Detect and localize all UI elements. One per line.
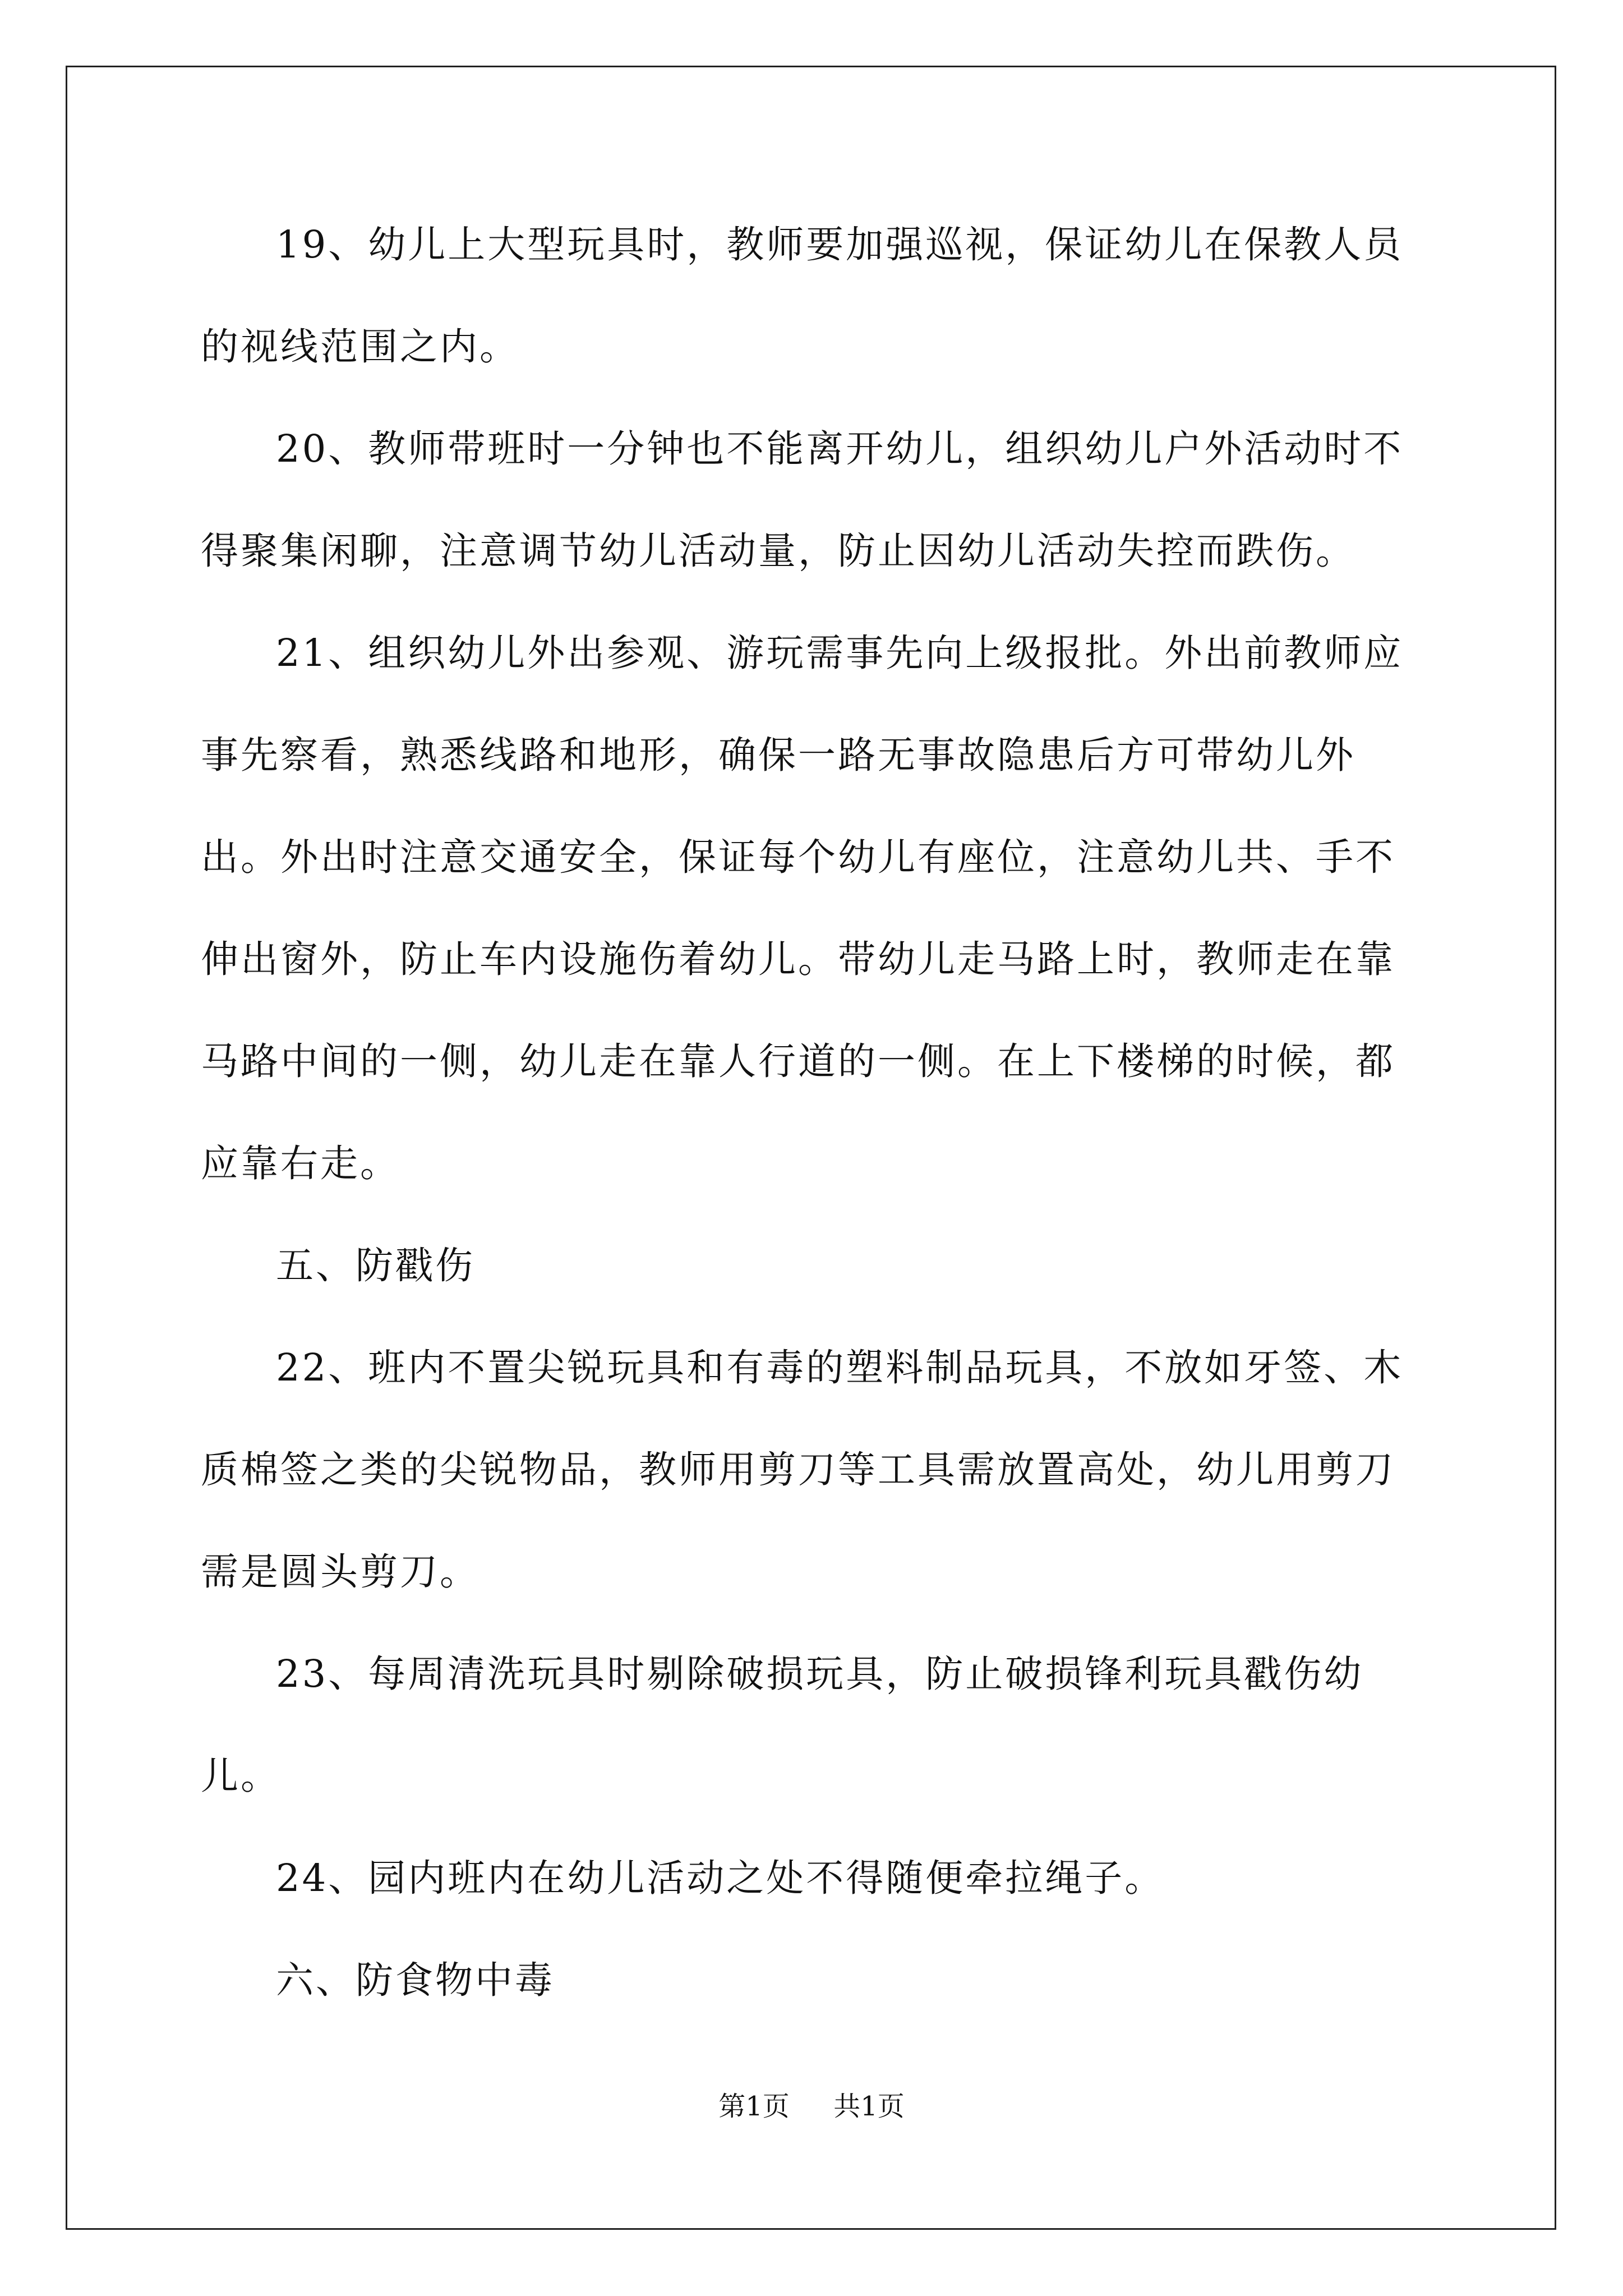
paragraph-21: 21、组织幼儿外出参观、游玩需事先向上级报批。外出前教师应事先察看，熟悉线路和地形，确保一路无事故隐患后方可带幼儿外出。外出时注意交通安全，保证每个幼儿有座位，注意幼儿共、手不伸出窗外，防止车内设施伤着幼儿。带幼儿走马路上时，教师走在靠马路中间的一侧，幼儿走在靠人行道的一侧。在上下楼梯的时候，都应靠右走。 bbox=[201, 631, 1404, 1185]
section-heading-food-poisoning: 六、防食物中毒 bbox=[276, 1958, 555, 2002]
paragraph-19: 19、幼儿上大型玩具时，教师要加强巡视，保证幼儿在保教人员的视线范围之内。 bbox=[201, 223, 1404, 369]
paragraph-22: 22、班内不置尖锐玩具和有毒的塑料制品玩具，不放如牙签、木质棉签之类的尖锐物品，教师用剪刀等工具需放置高处，幼儿用剪刀需是圆头剪刀。 bbox=[201, 1346, 1404, 1594]
paragraph-23: 23、每周清洗玩具时剔除破损玩具，防止破损锋利玩具戳伤幼儿。 bbox=[201, 1652, 1364, 1798]
page-number: 第1页 bbox=[718, 2091, 790, 2122]
paragraph-24: 24、园内班内在幼儿活动之处不得随便牵拉绳子。 bbox=[276, 1856, 1165, 1900]
section-heading-stab-injury: 五、防戳伤 bbox=[276, 1244, 475, 1287]
document-body bbox=[201, 194, 1435, 2031]
page-total: 共1页 bbox=[833, 2091, 905, 2122]
paragraph-20: 20、教师带班时一分钟也不能离开幼儿，组织幼儿户外活动时不得聚集闲聊，注意调节幼儿活动量，防止因幼儿活动失控而跌伤。 bbox=[201, 427, 1404, 573]
page-footer bbox=[0, 2090, 1623, 2123]
